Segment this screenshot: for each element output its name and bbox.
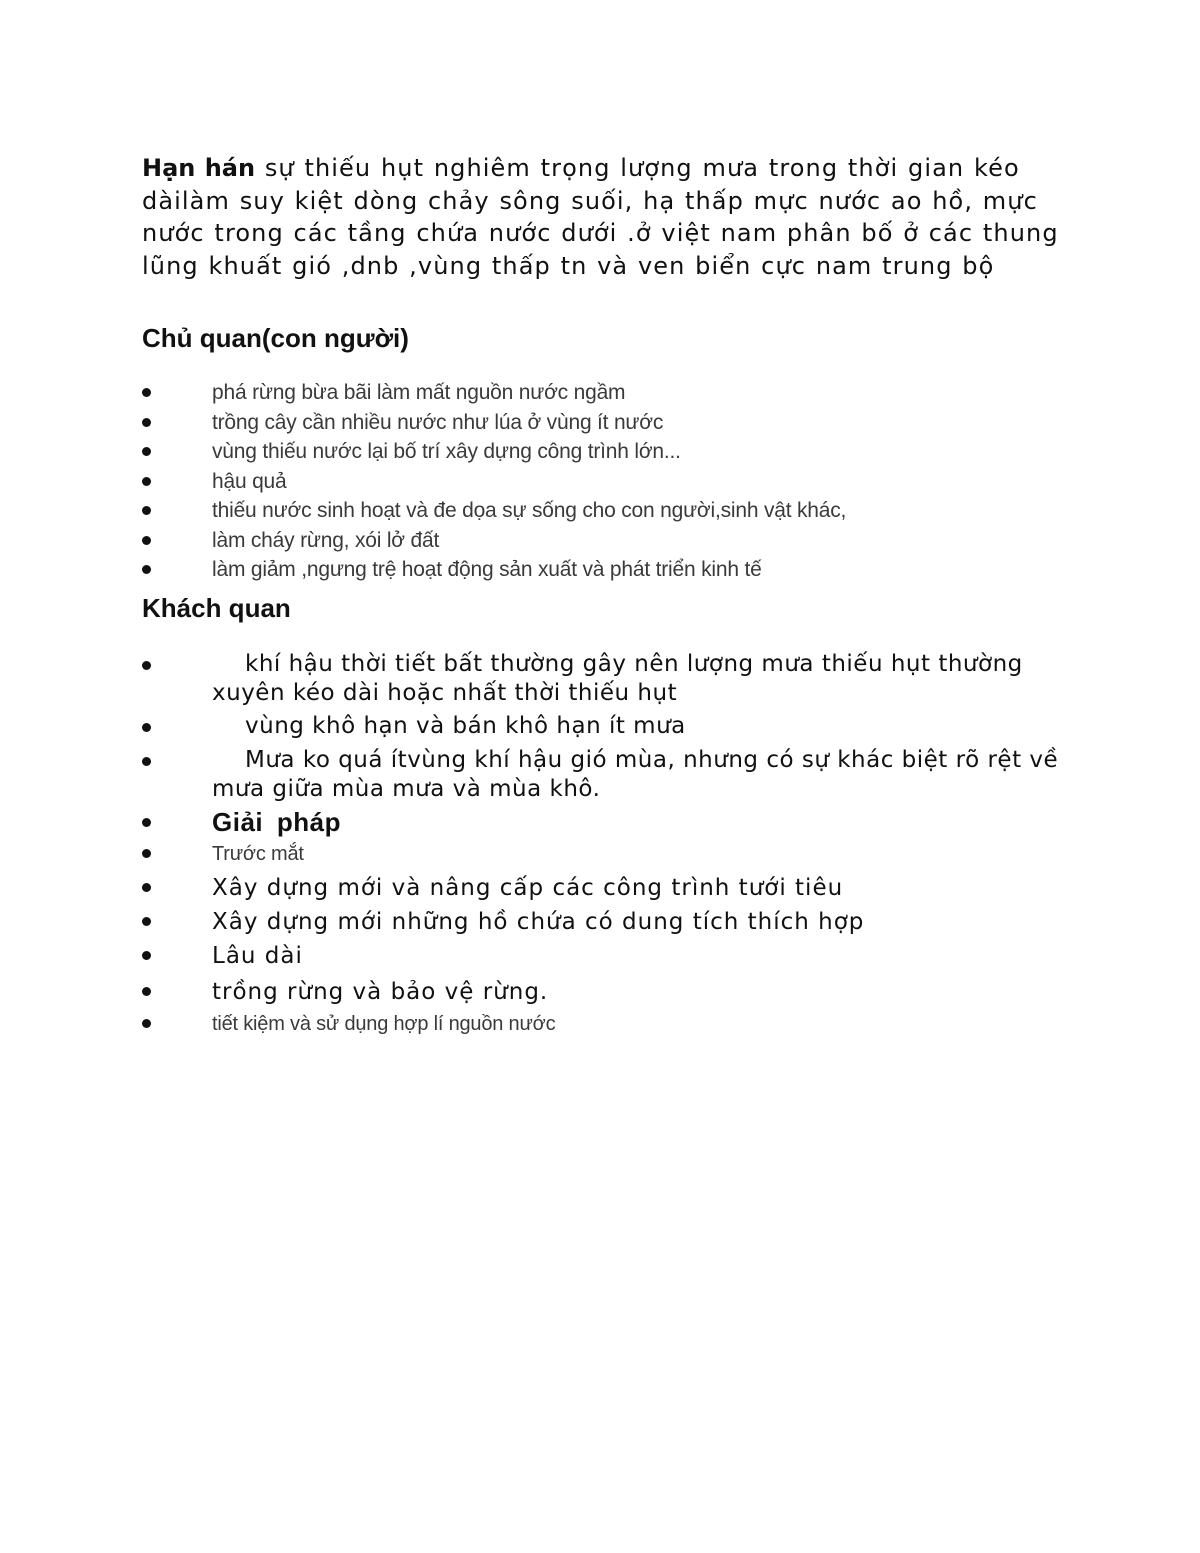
truoc-mat-label: Trước mắt [0,838,1100,870]
bullet-icon [142,447,151,456]
chu-quan-list [0,378,1100,585]
khach-quan-heading: Khách quan [142,593,291,623]
list-item: phá rừng bừa bãi làm mất nguồn nước ngầm [0,378,1100,408]
giai-phap-list [0,806,1100,1039]
list-item: vùng thiếu nước lại bố trí xây dựng công trình lớn... [0,437,1100,467]
list-item: làm cháy rừng, xói lở đất [0,526,1100,556]
bullet-icon [142,723,151,732]
bullet-icon [142,506,151,515]
lau-dai-label: Lâu dài [0,939,1100,973]
bullet-icon [142,757,151,766]
list-item: làm giảm ,ngưng trệ hoạt động sản xuất và phát triển kinh tế [0,555,1100,585]
chu-quan-heading: Chủ quan(con người) [142,323,409,353]
intro-text: sự thiếu hụt nghiêm trọng lượng mưa trong thời gian kéo dàilàm suy kiệt dòng chảy sông suối, hạ thấp mực nước ao hồ, mực nước trong các tầng chứa nước dưới .ở việt nam phân bố ở các thung lũng khuất gió ,dnb ,vùng thấp tn và ven biển cực nam trung bộ [142,154,1059,280]
bullet-icon [142,536,151,545]
bullet-icon [142,418,151,427]
list-item: Mưa ko quá ítvùng khí hậu gió mùa, nhưng có sự khác biệt rõ rệt về mưa giữa mùa mưa và mùa khô. [0,746,1100,808]
bullet-icon [142,565,151,574]
giai-phap-heading: Giải pháp [0,806,1100,838]
bullet-icon [142,917,151,926]
list-item: khí hậu thời tiết bất thường gây nên lượng mưa thiếu hụt thường xuyên kéo dài hoặc nhất thời thiếu hụt [0,650,1100,712]
intro-lead-term: Hạn hán [142,154,256,182]
khach-quan-list [0,650,1100,808]
list-item: thiếu nước sinh hoạt và đe dọa sự sống cho con người,sinh vật khác, [0,496,1100,526]
list-item: hậu quả [0,467,1100,497]
list-item: tiết kiệm và sử dụng hợp lí nguồn nước [0,1009,1100,1039]
bullet-icon [142,818,151,827]
list-item: Xây dựng mới những hồ chứa có dung tích thích hợp [0,905,1100,939]
bullet-icon [142,951,151,960]
list-item: Xây dựng mới và nâng cấp các công trình tưới tiêu [0,871,1100,905]
list-item: trồng rừng và bảo vệ rừng. [0,975,1100,1009]
bullet-icon [142,477,151,486]
bullet-icon [142,883,151,892]
bullet-icon [142,388,151,397]
list-item: vùng khô hạn và bán khô hạn ít mưa [0,712,1100,746]
bullet-icon [142,987,151,996]
list-item: trồng cây cần nhiều nước như lúa ở vùng ít nước [0,408,1100,438]
bullet-icon [142,1019,151,1028]
bullet-icon [142,661,151,670]
bullet-icon [142,849,151,858]
intro-paragraph [142,152,1072,282]
